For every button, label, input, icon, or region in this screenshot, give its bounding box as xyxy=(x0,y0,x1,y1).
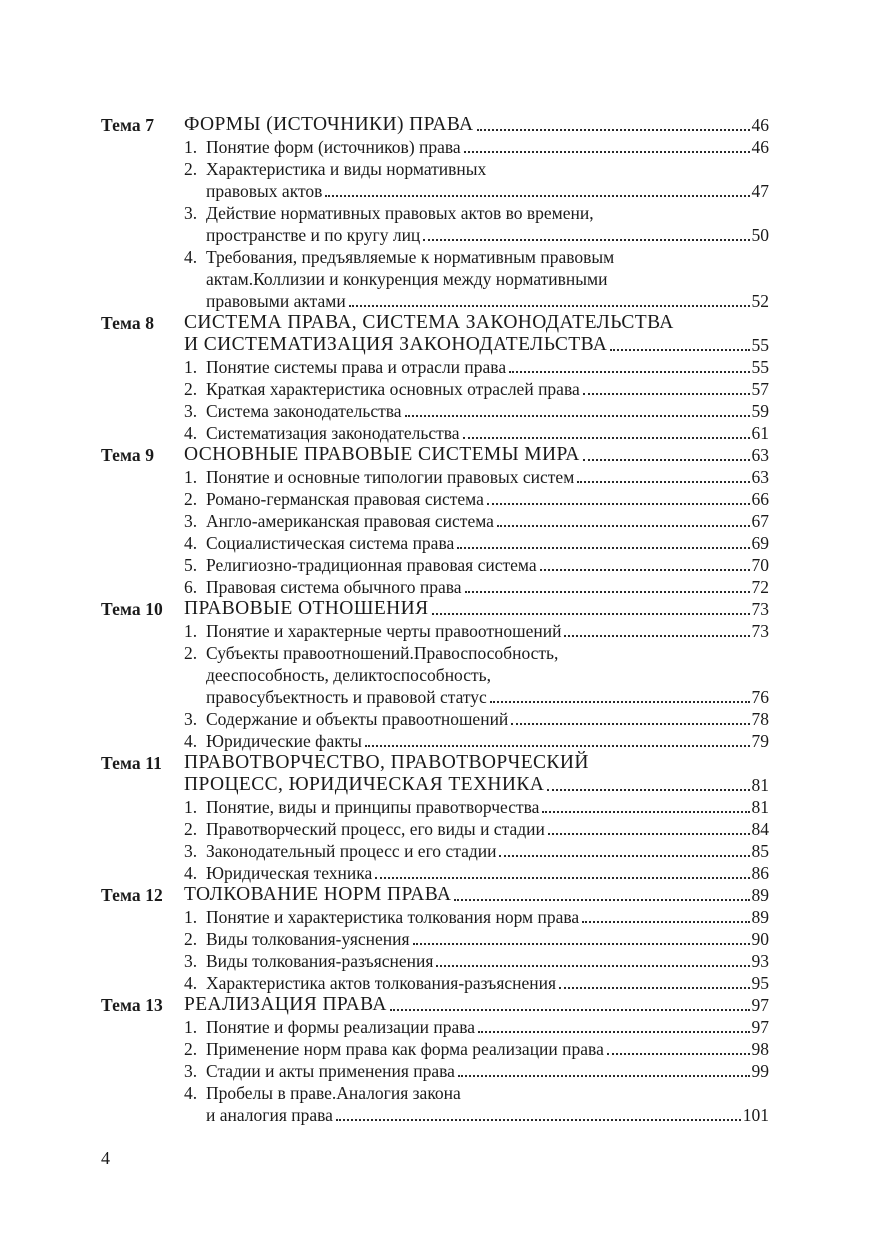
toc-item[interactable] xyxy=(184,1060,769,1082)
item-title-line: пространстве и по кругу лиц xyxy=(206,225,421,245)
item-number: 6. xyxy=(184,577,198,597)
topic-title-row[interactable] xyxy=(184,994,769,1016)
item-page-number: 46 xyxy=(751,137,769,157)
item-title-line: Понятие и характерные черты правоотношений xyxy=(206,621,562,641)
item-title-line: дееспособность, деликтоспособность, xyxy=(206,665,492,685)
dot-leader xyxy=(577,481,749,483)
item-number: 4. xyxy=(184,247,198,267)
item-number: 3. xyxy=(184,1061,198,1081)
item-page-number: 47 xyxy=(751,181,769,201)
item-title-line: Религиозно-традиционная правовая система xyxy=(206,555,537,575)
item-page-number: 57 xyxy=(751,379,769,399)
topic-title-line: ТОЛКОВАНИЕ НОРМ ПРАВА xyxy=(184,884,452,905)
toc-item[interactable] xyxy=(184,730,769,752)
item-title-line: Содержание и объекты правоотношений xyxy=(206,709,509,729)
page-number: 4 xyxy=(101,1148,110,1168)
item-page-number: 59 xyxy=(751,401,769,421)
item-number: 2. xyxy=(184,489,198,509)
item-number: 2. xyxy=(184,159,198,179)
toc-item[interactable] xyxy=(184,642,769,708)
topic-page-number: 81 xyxy=(751,775,769,795)
toc-item[interactable] xyxy=(184,620,769,642)
item-title-line: Понятие и основные типологии правовых систем xyxy=(206,467,575,487)
item-number: 4. xyxy=(184,863,198,883)
toc-item[interactable] xyxy=(184,510,769,532)
item-page-number: 84 xyxy=(751,819,769,839)
dot-leader xyxy=(423,239,749,241)
dot-leader xyxy=(582,921,749,923)
item-number: 3. xyxy=(184,709,198,729)
topic-title-row[interactable] xyxy=(184,444,769,466)
item-number: 2. xyxy=(184,379,198,399)
dot-leader xyxy=(478,1031,749,1033)
item-number: 4. xyxy=(184,1083,198,1103)
item-title-line: Стадии и акты применения права xyxy=(206,1061,455,1081)
item-page-number: 86 xyxy=(751,863,769,883)
item-number: 1. xyxy=(184,797,198,817)
topic-title-line: ФОРМЫ (ИСТОЧНИКИ) ПРАВА xyxy=(184,114,474,135)
item-number: 2. xyxy=(184,1039,198,1059)
toc-item[interactable] xyxy=(184,818,769,840)
item-number: 4. xyxy=(184,731,198,751)
topic-title-line: И СИСТЕМАТИЗАЦИЯ ЗАКОНОДАТЕЛЬСТВА xyxy=(184,334,608,355)
item-number: 4. xyxy=(184,973,198,993)
dot-leader xyxy=(349,305,750,307)
item-number: 1. xyxy=(184,907,198,927)
topic-title-row[interactable] xyxy=(184,884,769,906)
toc-item[interactable] xyxy=(184,202,769,246)
toc-item[interactable] xyxy=(184,708,769,730)
topic-page-number: 89 xyxy=(751,885,769,905)
item-page-number: 76 xyxy=(751,687,769,707)
item-page-number: 79 xyxy=(751,731,769,751)
item-page-number: 70 xyxy=(751,555,769,575)
item-number: 1. xyxy=(184,1017,198,1037)
item-title-line: Правотворческий процесс, его виды и стадии xyxy=(206,819,545,839)
dot-leader xyxy=(390,1009,750,1011)
toc-topic xyxy=(101,752,769,884)
topic-label: Тема 10 xyxy=(101,599,163,619)
dot-leader xyxy=(436,965,749,967)
item-page-number: 73 xyxy=(751,621,769,641)
item-page-number: 63 xyxy=(751,467,769,487)
item-page-number: 69 xyxy=(751,533,769,553)
toc-item[interactable] xyxy=(184,356,769,378)
toc-item[interactable] xyxy=(184,928,769,950)
item-title-line: Юридические факты xyxy=(206,731,362,751)
toc-item[interactable] xyxy=(184,246,769,312)
toc-topic xyxy=(101,114,769,312)
dot-leader xyxy=(457,547,749,549)
dot-leader xyxy=(413,943,750,945)
toc-item[interactable] xyxy=(184,1082,769,1126)
toc-item[interactable] xyxy=(184,378,769,400)
table-of-contents xyxy=(101,114,769,1126)
topic-label: Тема 8 xyxy=(101,313,155,333)
item-title-line: Законодательный процесс и его стадии xyxy=(206,841,497,861)
topic-page-number: 97 xyxy=(751,995,769,1015)
toc-topic xyxy=(101,312,769,444)
item-title-line: Краткая характеристика основных отраслей права xyxy=(206,379,580,399)
dot-leader xyxy=(547,789,749,791)
item-page-number: 93 xyxy=(751,951,769,971)
dot-leader xyxy=(464,151,750,153)
item-title-line: Система законодательства xyxy=(206,401,402,421)
item-page-number: 66 xyxy=(751,489,769,509)
topic-title-row[interactable] xyxy=(184,114,769,136)
item-page-number: 98 xyxy=(751,1039,769,1059)
item-title-line: Действие нормативных правовых актов во времени, xyxy=(206,203,594,223)
item-page-number: 85 xyxy=(751,841,769,861)
item-number: 3. xyxy=(184,401,198,421)
item-title-line: правовыми актами xyxy=(206,291,346,311)
item-title-line: Социалистическая система права xyxy=(206,533,455,553)
item-number: 3. xyxy=(184,511,198,531)
toc-topic xyxy=(101,994,769,1126)
dot-leader xyxy=(325,195,749,197)
dot-leader xyxy=(365,745,750,747)
item-page-number: 89 xyxy=(751,907,769,927)
item-page-number: 99 xyxy=(751,1061,769,1081)
dot-leader xyxy=(509,371,749,373)
item-page-number: 97 xyxy=(751,1017,769,1037)
dot-leader xyxy=(405,415,750,417)
item-page-number: 61 xyxy=(751,423,769,443)
item-title-line: правосубъектность и правовой статус xyxy=(206,687,487,707)
dot-leader xyxy=(336,1119,741,1121)
item-page-number: 50 xyxy=(751,225,769,245)
toc-item[interactable] xyxy=(184,136,769,158)
item-title-line: Систематизация законодательства xyxy=(206,423,460,443)
dot-leader xyxy=(559,987,749,989)
item-title-line: Романо-германская правовая система xyxy=(206,489,484,509)
item-title-line: Пробелы в праве.Аналогия закона xyxy=(206,1083,461,1103)
toc-item[interactable] xyxy=(184,906,769,928)
item-title-line: и аналогия права xyxy=(206,1105,333,1125)
topic-label: Тема 11 xyxy=(101,753,162,773)
topic-title-line: РЕАЛИЗАЦИЯ ПРАВА xyxy=(184,994,387,1015)
topic-title-line: ПРОЦЕСС, ЮРИДИЧЕСКАЯ ТЕХНИКА xyxy=(184,774,545,795)
dot-leader xyxy=(490,701,750,703)
dot-leader xyxy=(465,591,750,593)
dot-leader xyxy=(607,1053,750,1055)
item-page-number: 72 xyxy=(751,577,769,597)
item-title-line: Виды толкования-уяснения xyxy=(206,929,410,949)
item-page-number: 95 xyxy=(751,973,769,993)
item-number: 2. xyxy=(184,929,198,949)
item-page-number: 90 xyxy=(751,929,769,949)
dot-leader xyxy=(497,525,750,527)
toc-item[interactable] xyxy=(184,972,769,994)
item-number: 4. xyxy=(184,533,198,553)
item-number: 1. xyxy=(184,467,198,487)
item-title-line: Характеристика актов толкования-разъяснения xyxy=(206,973,557,993)
item-number: 1. xyxy=(184,357,198,377)
toc-item[interactable] xyxy=(184,422,769,444)
dot-leader xyxy=(487,503,750,505)
item-number: 2. xyxy=(184,819,198,839)
topic-title-line: СИСТЕМА ПРАВА, СИСТЕМА ЗАКОНОДАТЕЛЬСТВА xyxy=(184,312,674,333)
topic-label: Тема 9 xyxy=(101,445,155,465)
toc-item[interactable] xyxy=(184,862,769,884)
item-number: 3. xyxy=(184,203,198,223)
item-number: 4. xyxy=(184,423,198,443)
item-page-number: 81 xyxy=(751,797,769,817)
dot-leader xyxy=(548,833,750,835)
item-title-line: Виды толкования-разъяснения xyxy=(206,951,434,971)
topic-title-line: ПРАВОТВОРЧЕСТВО, ПРАВОТВОРЧЕСКИЙ xyxy=(184,752,589,773)
item-title-line: Понятие и формы реализации права xyxy=(206,1017,476,1037)
item-number: 1. xyxy=(184,137,198,157)
item-title-line: Понятие форм (источников) права xyxy=(206,137,461,157)
dot-leader xyxy=(499,855,749,857)
item-title-line: Применение норм права как форма реализации права xyxy=(206,1039,604,1059)
toc-item[interactable] xyxy=(184,488,769,510)
item-page-number: 67 xyxy=(751,511,769,531)
toc-topic xyxy=(101,444,769,598)
topic-title-line: ОСНОВНЫЕ ПРАВОВЫЕ СИСТЕМЫ МИРА xyxy=(184,444,580,465)
topic-title-row[interactable] xyxy=(184,334,769,356)
item-title-line: правовых актов xyxy=(206,181,323,201)
toc-item[interactable] xyxy=(184,950,769,972)
dot-leader xyxy=(463,437,750,439)
dot-leader xyxy=(458,1075,750,1077)
dot-leader xyxy=(432,613,750,615)
item-title-line: Понятие системы права и отрасли права xyxy=(206,357,507,377)
item-title-line: Характеристика и виды нормативных xyxy=(206,159,487,179)
toc-item[interactable] xyxy=(184,554,769,576)
item-title-line: Понятие, виды и принципы правотворчества xyxy=(206,797,540,817)
dot-leader xyxy=(564,635,749,637)
topic-label: Тема 7 xyxy=(101,115,155,135)
item-title-line: Понятие и характеристика толкования норм права xyxy=(206,907,580,927)
toc-topic xyxy=(101,598,769,752)
topic-title-row[interactable] xyxy=(184,774,769,796)
item-title-line: Требования, предъявляемые к нормативным правовым xyxy=(206,247,615,267)
dot-leader xyxy=(583,459,750,461)
topic-page-number: 46 xyxy=(751,115,769,135)
item-title-line: Юридическая техника xyxy=(206,863,373,883)
item-number: 3. xyxy=(184,951,198,971)
toc-item[interactable] xyxy=(184,532,769,554)
topic-title-line: ПРАВОВЫЕ ОТНОШЕНИЯ xyxy=(184,598,429,619)
toc-topic xyxy=(101,884,769,994)
toc-item[interactable] xyxy=(184,466,769,488)
topic-page-number: 55 xyxy=(751,335,769,355)
topic-label: Тема 12 xyxy=(101,885,163,905)
item-page-number: 101 xyxy=(742,1105,769,1125)
toc-item[interactable] xyxy=(184,158,769,202)
item-number: 1. xyxy=(184,621,198,641)
topic-page-number: 73 xyxy=(751,599,769,619)
item-title-line: Субъекты правоотношений.Правоспособность, xyxy=(206,643,559,663)
item-number: 3. xyxy=(184,841,198,861)
item-page-number: 52 xyxy=(751,291,769,311)
item-page-number: 78 xyxy=(751,709,769,729)
dot-leader xyxy=(610,349,749,351)
dot-leader xyxy=(477,129,750,131)
toc-item[interactable] xyxy=(184,576,769,598)
toc-item[interactable] xyxy=(184,796,769,818)
item-title-line: актам.Коллизии и конкуренция между нормативными xyxy=(206,269,608,289)
dot-leader xyxy=(511,723,749,725)
dot-leader xyxy=(454,899,749,901)
toc-item[interactable] xyxy=(184,1016,769,1038)
toc-item[interactable] xyxy=(184,840,769,862)
dot-leader xyxy=(540,569,750,571)
item-title-line: Англо-американская правовая система xyxy=(206,511,494,531)
dot-leader xyxy=(542,811,749,813)
topic-title-row[interactable] xyxy=(184,598,769,620)
topic-label: Тема 13 xyxy=(101,995,163,1015)
topic-page-number: 63 xyxy=(751,445,769,465)
item-number: 5. xyxy=(184,555,198,575)
item-title-line: Правовая система обычного права xyxy=(206,577,462,597)
dot-leader xyxy=(583,393,750,395)
dot-leader xyxy=(375,877,749,879)
toc-item[interactable] xyxy=(184,1038,769,1060)
item-page-number: 55 xyxy=(751,357,769,377)
toc-item[interactable] xyxy=(184,400,769,422)
item-number: 2. xyxy=(184,643,198,663)
